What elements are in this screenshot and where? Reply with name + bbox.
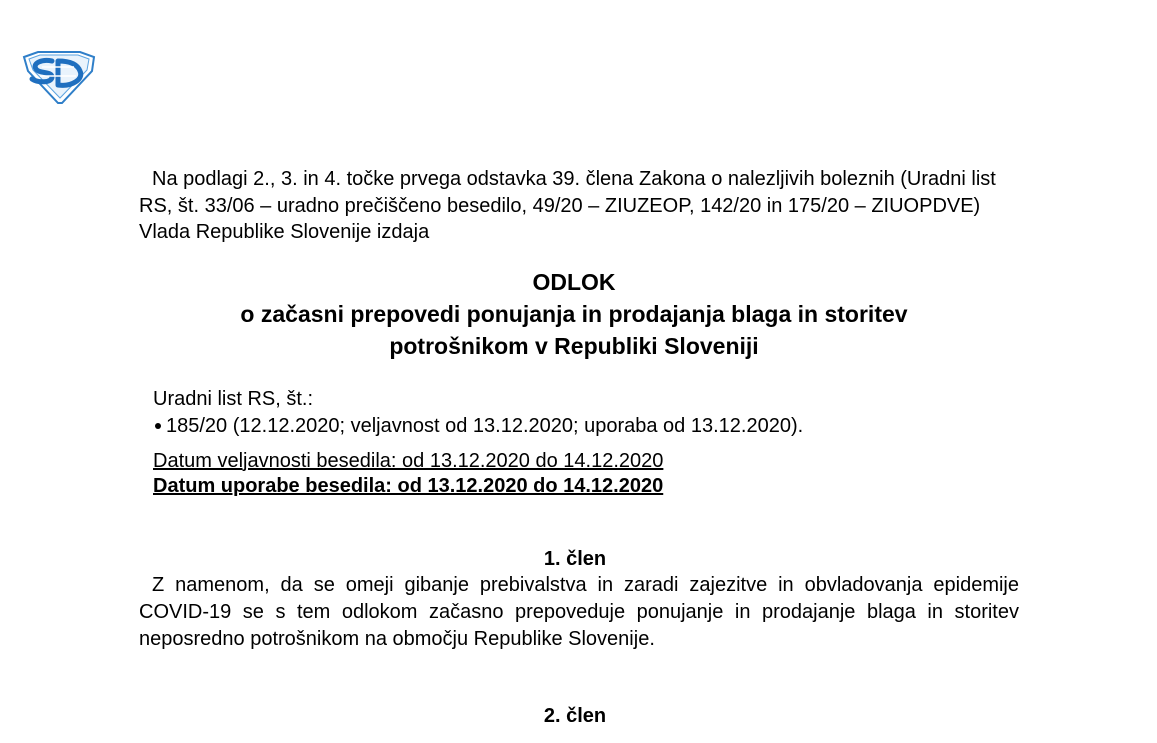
dates-section — [139, 449, 1019, 499]
gazette-item — [153, 413, 1019, 440]
application-date: Datum uporabe besedila: od 13.12.2020 do 14.12.2020 — [153, 474, 664, 497]
document-page — [139, 166, 1019, 729]
gazette-item-text: 185/20 (12.12.2020; veljavnost od 13.12.2020; uporaba od 13.12.2020). — [166, 414, 804, 437]
article-1-heading: 1. člen — [543, 547, 607, 570]
article-1-text: Z namenom, da se omeji gibanje prebivalstva in zaradi zajezitve in obvladovanja epidemije COVID-19 se s tem odlokom začasno prepoveduje ponujanje in prodajanje blaga in storitev neposredno potrošnikom na območju Republike Slovenije. — [139, 573, 1019, 650]
document-title — [139, 266, 1019, 362]
title-line-1: ODLOK — [532, 268, 616, 295]
sd-logo-icon — [22, 49, 96, 105]
intro-paragraph: Na podlagi 2., 3. in 4. točke prvega odstavka 39. člena Zakona o nalezljivih boleznih (Uradni list RS, št. 33/06 – uradno prečiščeno besedilo, 49/20 – ZIUZEOP, 142/20 in 175/20 – ZIUOPDVE) Vlada Republike Slovenije izdaja — [139, 168, 996, 243]
bullet-icon — [155, 423, 161, 429]
gazette-section — [139, 386, 1019, 440]
article-2-heading: 2. člen — [543, 704, 607, 727]
title-line-2: o začasni prepovedi ponujanja in prodajanja blaga in storitev — [240, 300, 908, 327]
gazette-label: Uradni list RS, št.: — [153, 387, 314, 410]
title-line-3: potrošnikom v Republiki Sloveniji — [389, 332, 759, 359]
validity-date: Datum veljavnosti besedila: od 13.12.2020 do 14.12.2020 — [153, 449, 664, 472]
